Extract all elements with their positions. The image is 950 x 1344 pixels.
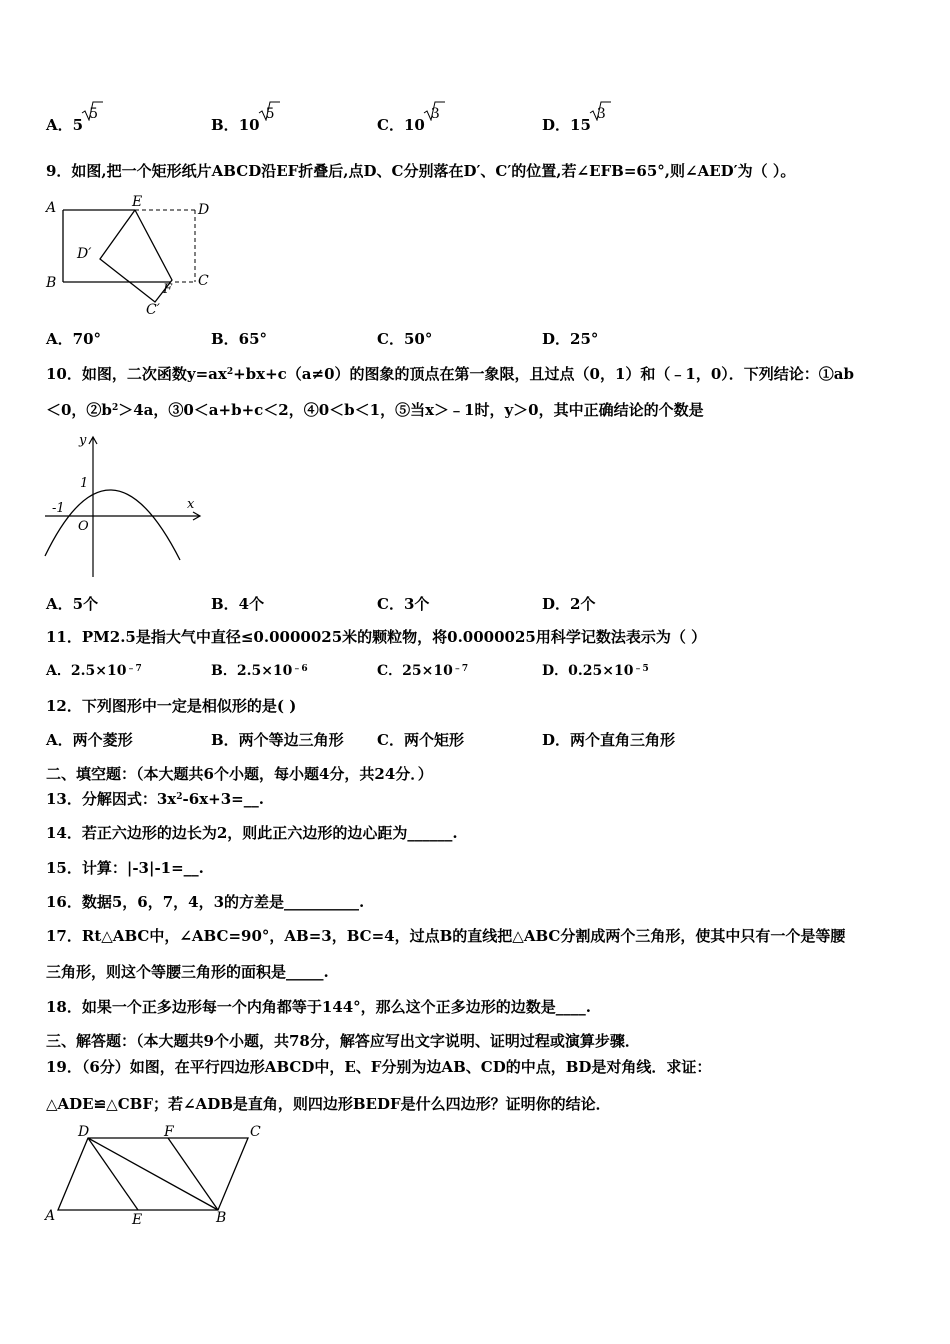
label-a: A <box>46 200 57 216</box>
q13-text: 13．分解因式：$3x^2-6x+3=\_\_$. <box>46 790 264 808</box>
q12-option-a: A．两个菱形 <box>46 731 133 749</box>
tick-neg1: -1 <box>52 501 65 516</box>
q10-option-a: A．5个 <box>46 595 99 613</box>
label-d-prime: D′ <box>77 246 92 262</box>
q10-parabola-figure <box>40 432 210 582</box>
q11-option-a: A．$2.5\times 10^{﹣7}$ <box>46 663 142 679</box>
q8-option-d: D．15 3 <box>542 115 606 136</box>
q10-option-d: D．2个 <box>542 595 596 613</box>
label-b: B <box>46 275 57 291</box>
q10-option-b: B．4个 <box>211 595 265 613</box>
origin-label: O <box>78 519 89 534</box>
sqrt-symbol: 5 <box>266 104 275 124</box>
tick-1: 1 <box>80 476 89 491</box>
q19-parallelogram-figure <box>40 1122 280 1232</box>
q11-option-c: C．$25\times 10^{﹣7}$ <box>377 663 469 679</box>
q19-text-line1: 19．（6分）如图，在平行四边形ABCD中，E、F分别为边AB、CD的中点，BD是对角线．求证： <box>46 1058 712 1076</box>
label-e: E <box>132 1212 143 1228</box>
sqrt-symbol: 3 <box>431 104 440 124</box>
q12-text: 12．下列图形中一定是相似形的是( ) <box>46 697 297 715</box>
q11-option-d: D．$0.25\times 10^{﹣5}$ <box>542 663 649 679</box>
q19-text-line2: △ADE≌△CBF；若∠ADB是直角，则四边形BEDF是什么四边形？证明你的结论． <box>46 1095 611 1113</box>
q9-text: 9．如图,把一个矩形纸片ABCD沿EF折叠后,点D、C分别落在D′、C′的位置,若∠EFB=65°,则∠AED′为（ ）。 <box>46 162 796 180</box>
label-f: F <box>164 1124 174 1140</box>
q8-option-a: A．5 5 <box>46 115 98 136</box>
q8-option-b: B．10 5 <box>211 115 274 136</box>
q14-text: 14．若正六边形的边长为2，则此正六边形的边心距为______. <box>46 824 458 842</box>
q15-text: 15．计算：|-3|-1=__. <box>46 859 204 877</box>
label-c: C <box>250 1124 261 1140</box>
section-2-heading: 二、填空题：（本大题共6个小题，每小题4分，共24分．） <box>46 765 433 783</box>
label-e: E <box>132 194 143 210</box>
q10-text-line1: 10．如图，二次函数$y=ax^2+bx+c(a\ne 0)$的图象的顶点在第一象限，且过点（0，1）和（﹣1，0）．下列结论：①ab <box>46 365 854 383</box>
q18-text: 18．如果一个正多边形每一个内角都等于144°，那么这个正多边形的边数是____. <box>46 998 591 1016</box>
q12-option-b: B．两个等边三角形 <box>211 731 344 749</box>
q8-option-c: C．10 3 <box>377 115 440 136</box>
q9-option-b: B．65° <box>211 330 268 348</box>
q11-text: 11．PM2.5是指大气中直径≤0.0000025米的颗粒物，将0.0000025用科学记数法表示为（ ） <box>46 628 707 646</box>
q9-option-a: A．70° <box>46 330 102 348</box>
sqrt-symbol: 3 <box>597 104 606 124</box>
q9-figure <box>40 192 230 317</box>
sqrt-symbol: 5 <box>89 104 98 124</box>
label-f: F <box>163 282 173 297</box>
label-d: D <box>198 202 210 218</box>
label-c-prime: C′ <box>146 302 160 317</box>
q9-option-c: C．50° <box>377 330 433 348</box>
q12-option-c: C．两个矩形 <box>377 731 464 749</box>
section-3-heading: 三、解答题：（本大题共9个小题，共78分，解答应写出文字说明、证明过程或演算步骤． <box>46 1032 640 1050</box>
axis-y-label: y <box>79 433 87 448</box>
label-b: B <box>216 1210 227 1226</box>
label-c: C <box>198 273 209 289</box>
label-a: A <box>45 1208 56 1224</box>
q17-text-line1: 17．Rt△ABC中，∠ABC=90°，AB=3，BC=4，过点B的直线把△ABC分割成两个三角形，使其中只有一个是等腰 <box>46 927 846 945</box>
q17-text-line2: 三角形，则这个等腰三角形的面积是_____. <box>46 963 329 981</box>
label-d: D <box>78 1124 90 1140</box>
q11-option-b: B．$2.5\times 10^{﹣6}$ <box>211 663 308 679</box>
axis-x-label: x <box>187 497 195 512</box>
q10-text-line2: ＜0，$②b^2>4a$，③0＜a+b+c＜2，④0＜b＜1，⑤当x＞﹣1时，y＞0，其中正确结论的个数是 <box>46 401 704 419</box>
q12-option-d: D．两个直角三角形 <box>542 731 676 749</box>
q9-option-d: D．25° <box>542 330 599 348</box>
q10-option-c: C．3个 <box>377 595 430 613</box>
q16-text: 16．数据5，6，7，4，3的方差是__________. <box>46 893 365 911</box>
